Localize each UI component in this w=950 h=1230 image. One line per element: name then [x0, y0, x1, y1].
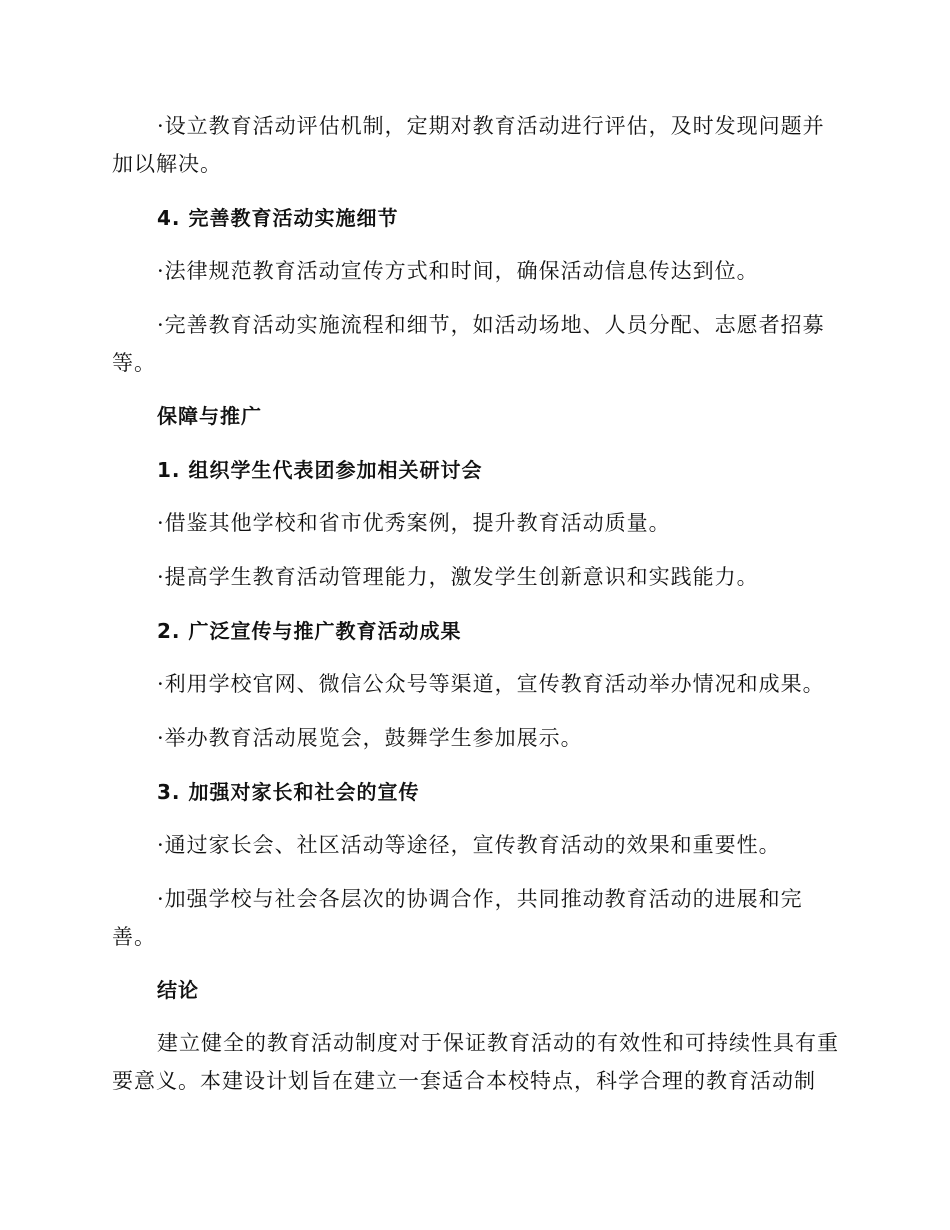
bullet-item: ·举办教育活动展览会，鼓舞学生参加展示。: [157, 726, 583, 750]
section-heading: 3. 加强对家长和社会的宣传: [157, 780, 420, 804]
bullet-item: ·法律规范教育活动宣传方式和时间，确保活动信息传达到位。: [157, 259, 759, 283]
bullet-item-continuation: 善。: [112, 925, 156, 949]
bullet-item-continuation: 加以解决。: [112, 152, 222, 176]
bullet-item: ·通过家长会、社区活动等途径，宣传教育活动的效果和重要性。: [157, 833, 781, 857]
section-heading: 1. 组织学生代表团参加相关研讨会: [157, 458, 483, 482]
paragraph-line: 要意义。本建设计划旨在建立一套适合本校特点，科学合理的教育活动制: [112, 1069, 816, 1093]
bullet-item: ·提高学生教育活动管理能力，激发学生创新意识和实践能力。: [157, 565, 759, 589]
bullet-item-continuation: 等。: [112, 351, 156, 375]
bullet-item: ·设立教育活动评估机制，定期对教育活动进行评估，及时发现问题并: [157, 114, 825, 138]
bullet-item: ·借鉴其他学校和省市优秀案例，提升教育活动质量。: [157, 511, 671, 535]
section-heading: 4. 完善教育活动实施细节: [157, 206, 399, 230]
section-title: 保障与推广: [157, 404, 262, 428]
section-heading: 2. 广泛宣传与推广教育活动成果: [157, 619, 462, 643]
section-title: 结论: [157, 978, 199, 1002]
paragraph-line: 建立健全的教育活动制度对于保证教育活动的有效性和可持续性具有重: [157, 1031, 839, 1055]
bullet-item: ·完善教育活动实施流程和细节，如活动场地、人员分配、志愿者招募: [157, 313, 825, 337]
bullet-item: ·加强学校与社会各层次的协调合作，共同推动教育活动的进展和完: [157, 887, 803, 911]
bullet-item: ·利用学校官网、微信公众号等渠道，宣传教育活动举办情况和成果。: [157, 672, 825, 696]
